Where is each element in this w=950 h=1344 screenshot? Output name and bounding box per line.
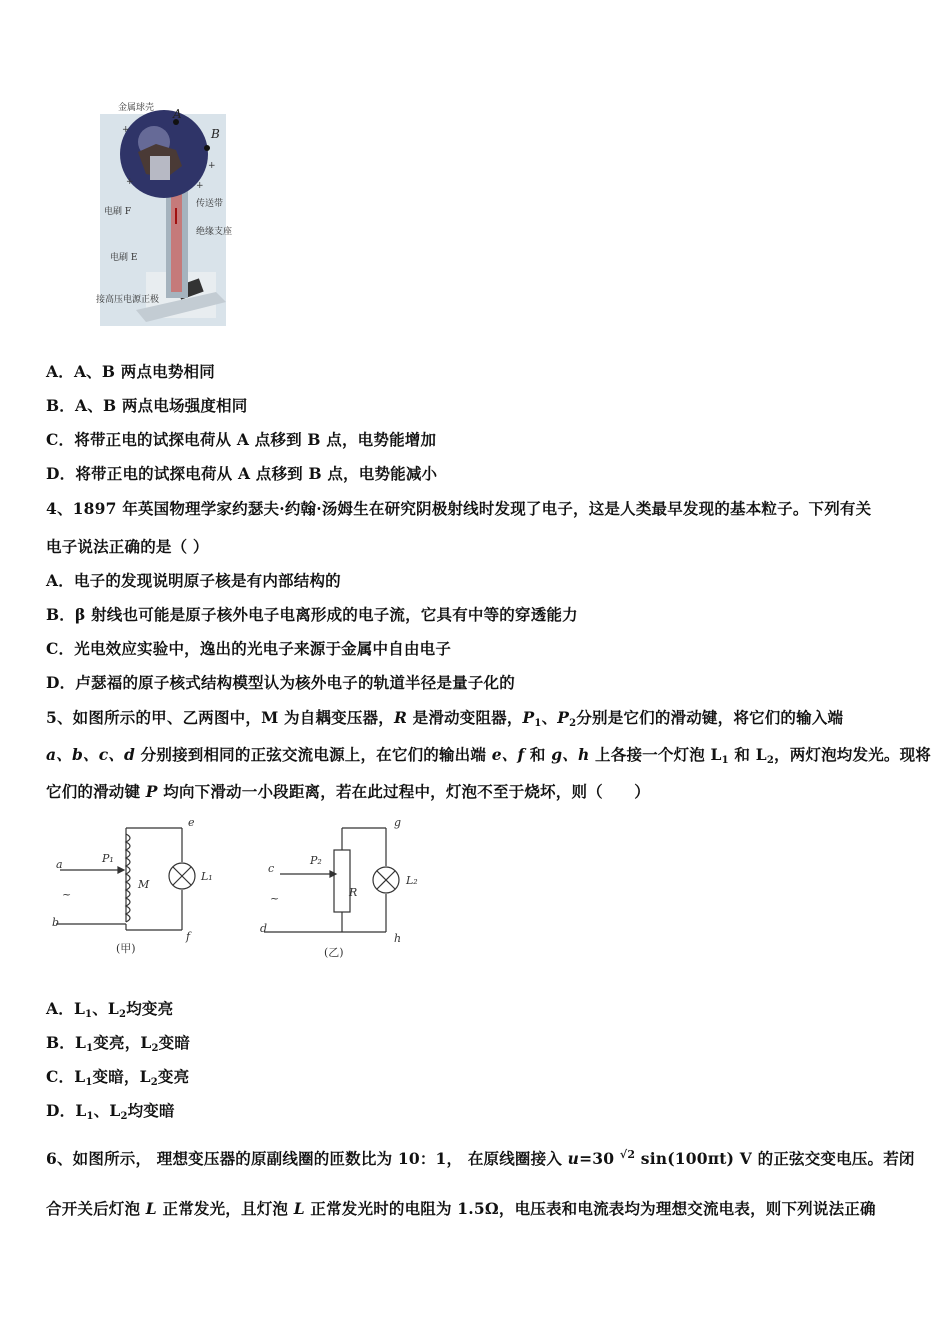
svg-text:f: f <box>186 930 191 943</box>
svg-text:B: B <box>211 127 220 141</box>
q5-stem-line2: a、b、c、d 分别接到相同的正弦交流电源上，在它们的输出端 e、f 和 g、h 上各接一个灯泡 $L_1$ 和 $L_2$，两灯泡均发光。现将 <box>46 745 932 766</box>
q3-option-b: B．A、B 两点电场强度相同 <box>46 396 248 415</box>
svg-text:b: b <box>52 916 60 929</box>
belt <box>171 188 182 292</box>
q3-option-d: D．将带正电的试探电荷从 A 点移到 B 点，电势能减小 <box>46 464 438 483</box>
svg-text:c: c <box>268 862 275 875</box>
label-shell: 金属球壳 <box>118 103 155 113</box>
svg-text:(甲): (甲) <box>116 942 136 955</box>
q5-option-c: C．$L_1$变暗，$L_2$变亮 <box>46 1067 190 1088</box>
q5-option-a: A．$L_1$、$L_2$均变亮 <box>46 999 174 1020</box>
svg-text:M: M <box>138 878 150 891</box>
svg-text:接高压电源正极: 接高压电源正极 <box>96 295 160 305</box>
q5-option-b: B．$L_1$变亮，$L_2$变暗 <box>46 1033 191 1054</box>
svg-text:A: A <box>173 107 182 121</box>
q3-option-a: A．A、B 两点电势相同 <box>46 362 215 381</box>
svg-text:+: + <box>126 177 134 187</box>
q6-stem-line2: 合开关后灯泡 L 正常发光，且灯泡 L 正常发光时的电阻为 1.5Ω，电压表和电流表均为理想交流电表，则下列说法正确 <box>46 1199 876 1218</box>
svg-text:L₂: L₂ <box>406 874 418 887</box>
q3-option-c: C．将带正电的试探电荷从 A 点移到 B 点，电势能增加 <box>46 430 437 449</box>
svg-text:电刷 F: 电刷 F <box>104 207 132 217</box>
svg-text:h: h <box>394 932 402 945</box>
svg-text:+: + <box>208 161 216 171</box>
q6-stem-line1: 6、如图所示， 理想变压器的原副线圈的匝数比为 10：1， 在原线圈接入 u=30 $^{√2}$ sin(100πt) V 的正弦交变电压。若闭 <box>46 1148 915 1168</box>
q4-option-d: D．卢瑟福的原子核式结构模型认为核外电子的轨道半径是量子化的 <box>46 673 515 692</box>
q4-stem-line1: 4、1897 年英国物理学家约瑟夫·约翰·汤姆生在研究阴极射线时发现了电子，这是人类最早发现的基本粒子。下列有关 <box>46 499 872 518</box>
svg-text:绝缘支座: 绝缘支座 <box>196 227 233 237</box>
q4-option-b: B．β 射线也可能是原子核外电子电离形成的电子流，它具有中等的穿透能力 <box>46 605 578 624</box>
rheostat-r-icon <box>334 850 350 912</box>
svg-text:g: g <box>394 816 402 829</box>
svg-text:~: ~ <box>62 888 72 901</box>
svg-text:P₂: P₂ <box>310 854 322 867</box>
svg-text:P₁: P₁ <box>102 852 114 865</box>
svg-text:电刷 E: 电刷 E <box>110 253 138 263</box>
q4-stem-line2: 电子说法正确的是（ ） <box>46 537 209 556</box>
q5-option-d: D．$L_1$、$L_2$均变暗 <box>46 1101 175 1122</box>
svg-text:~: ~ <box>270 892 280 905</box>
q5-circuit-figure <box>46 814 436 964</box>
q4-option-c: C．光电效应实验中，逸出的光电子来源于金属中自由电子 <box>46 639 452 658</box>
svg-text:R: R <box>349 886 358 899</box>
q5-stem-line3: 它们的滑动键 P 均向下滑动一小段距离，若在此过程中，灯泡不至于烧坏，则（ ） <box>46 782 650 801</box>
svg-text:L₁: L₁ <box>201 870 213 883</box>
q5-stem-line1: 5、如图所示的甲、乙两图中，M 为自耦变压器，R 是滑动变阻器，$P_1$、$P_2$分别是它们的滑动键，将它们的输入端 <box>46 708 844 729</box>
svg-text:a: a <box>56 858 63 871</box>
svg-text:+: + <box>196 181 204 191</box>
svg-text:+: + <box>122 125 130 135</box>
svg-text:传送带: 传送带 <box>196 199 224 209</box>
q4-option-a: A．电子的发现说明原子核是有内部结构的 <box>46 571 341 590</box>
svg-text:(乙): (乙) <box>324 946 344 959</box>
van-de-graaff-figure <box>96 96 236 330</box>
svg-text:d: d <box>260 922 268 935</box>
svg-text:e: e <box>188 816 195 829</box>
